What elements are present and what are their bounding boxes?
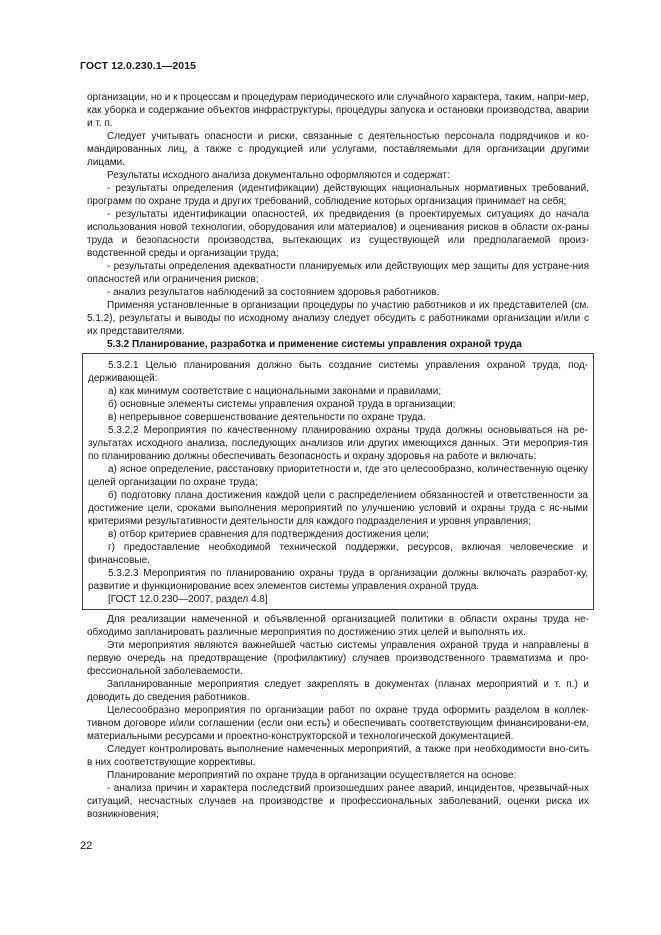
- paragraph-continuation: организации, но и к процессам и процедурам периодического или случайного характера, таким, напри-мер, как уборка и содержание объектов инфраструктуры, процедуры запуска и остановки производства, аварии и т. п.: [87, 92, 589, 129]
- list-item: б) основные элементы системы управления охраной труда в организации;: [108, 399, 456, 410]
- list-item: б) подготовку плана достижения каждой цели с распределением обязанностей и ответственности за достижение цели, сроками выполнения мероприятий по улучшению условий и охраны труда с яс-ными критериями результативности деятельности для каждого подразделения и уровня управления;: [88, 490, 588, 527]
- list-item: - анализ результатов наблюдений за состоянием здоровья работников.: [107, 287, 440, 298]
- list-item: - результаты определения (идентификации) действующих национальных нормативных требований, программ по охране труда и других требований, соблюдение которых организация принимает на себя;: [87, 183, 589, 207]
- paragraph: Следует учитывать опасности и риски, связанные с деятельностью персонала подрядчиков и ко-мандированных лиц, а также с продукцией или услугами, поставляемыми для организации другими лицами.: [87, 131, 589, 168]
- clause-5-3-2-2: 5.3.2.2 Мероприятия по качественному планированию охраны труда должны основываться на ре-зультатах исходного анализа, последующих анализов или других имеющихся данных. Эти мероприя-тия по планированию должны обеспечивать безопасность и охрану здоровья на работе и включать:: [88, 425, 588, 462]
- paragraph: Планирование мероприятий по охране труда в организации осуществляется на основе:: [107, 770, 517, 781]
- document-body: [87, 91, 589, 821]
- clause-5-3-2-3: 5.3.2.3 Мероприятия по планированию охраны труда в организации должны включать разработ-ку, развитие и функционирование всех элементов системы управления охраной труда.: [88, 568, 588, 592]
- paragraph: Применяя установленные в организации процедуры по участию работников и их представителей (см. 5.1.2), результаты и выводы по исходному анализу следует обсудить с работниками организации и/или с их представителями.: [87, 300, 589, 337]
- paragraph: Для реализации намеченной и объявленной организацией политики в области охраны труда не-обходимо запланировать различные мероприятия по достижению этих целей и выполнять их.: [87, 614, 589, 638]
- clause-5-3-2-1: 5.3.2.1 Целью планирования должно быть создание системы управления охраной труда, под-держивающей:: [88, 360, 588, 384]
- source-reference: [ГОСТ 12.0.230—2007, раздел 4.8]: [108, 594, 268, 605]
- list-item: в) непрерывное совершенствование деятельности по охране труда.: [108, 412, 426, 423]
- section-heading: 5.3.2 Планирование, разработка и применение системы управления охраной труда: [107, 339, 522, 350]
- list-item: а) ясное определение, расстановку приоритетности и, где это целесообразно, количественную оценку целей организации по охране труда;: [88, 464, 588, 488]
- paragraph: Целесообразно мероприятия по организации работ по охране труда оформить разделом в коллек-тивном договоре и/или соглашении (если они есть) и обеспечивать соответствующим финансировани-ем, материальными ресурсами и проектно-конструкторской и технологической документацией.: [87, 705, 589, 742]
- quoted-standard-box: [82, 353, 594, 610]
- paragraph: Результаты исходного анализа документально оформляются и содержат:: [107, 170, 450, 181]
- paragraph: Запланированные мероприятия следует закреплять в документах (планах мероприятий и т. п.) и доводить до сведения работников.: [87, 679, 589, 703]
- list-item: - результаты определения адекватности планируемых или действующих мер защиты для устране-ния опасностей или ограничения рисков;: [87, 261, 589, 285]
- list-item: а) как минимум соответствие с национальными законами и правилами;: [108, 386, 442, 397]
- list-item: - анализа причин и характера последствий произошедших ранее аварий, инцидентов, чрезвычай-ных ситуаций, несчастных случаев на производстве и профессиональных заболеваний, оценки риска их возникновения;: [87, 783, 589, 820]
- list-item: - результаты идентификации опасностей, их предвидения (в проектируемых ситуациях до начала использования новой технологии, оборудования или материалов) и оценивания рисков в области ох-раны труда и безопасности производства, вытекающих из существующей или предполагаемой произ-водственной среды и организации труда;: [87, 209, 589, 259]
- page-number: 22: [80, 840, 93, 852]
- paragraph: Эти мероприятия являются важнейшей частью системы управления охраной труда и направлены в первую очередь на предотвращение (профилактику) случаев производственного травматизма и про-фессиональной заболеваемости.: [87, 640, 589, 677]
- list-item: в) отбор критериев сравнения для подтверждения достижения цели;: [108, 529, 430, 540]
- list-item: г) предоставление необходимой технической поддержки, ресурсов, включая человеческие и финансовые.: [88, 542, 588, 566]
- paragraph: Следует контролировать выполнение намеченных мероприятий, а также при необходимости вно-сить в них соответствующие коррективы.: [87, 744, 589, 768]
- page-header: ГОСТ 12.0.230.1—2015: [80, 60, 197, 72]
